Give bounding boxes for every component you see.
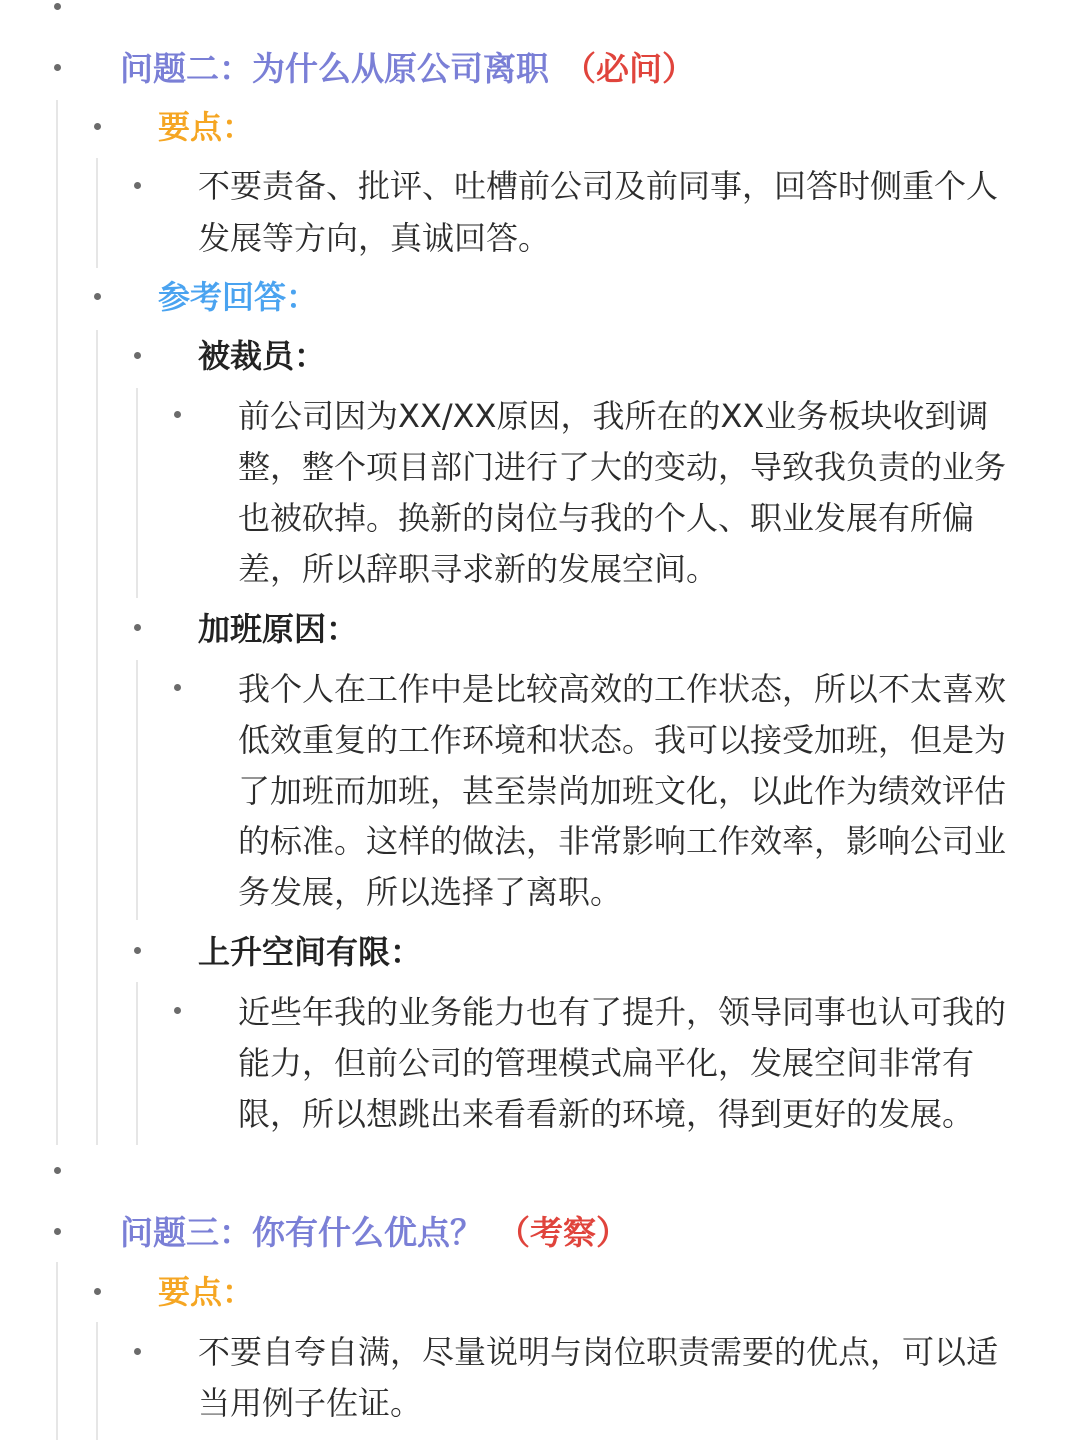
bullet bbox=[174, 1007, 181, 1014]
bullet bbox=[174, 684, 181, 691]
question-heading bbox=[120, 44, 695, 94]
answer-text: 限，所以想跳出来看看新的环境，得到更好的发展。 bbox=[238, 1095, 975, 1133]
indent-guide-level3 bbox=[136, 660, 138, 920]
reference-answer-label: 参考回答： bbox=[158, 278, 319, 316]
indent-guide-level3 bbox=[136, 982, 138, 1145]
answer-text: 我个人在工作中是比较高效的工作状态，所以不太喜欢 bbox=[238, 670, 1007, 708]
answer-label: 上升空间有限： bbox=[198, 933, 423, 971]
indent-guide-level1 bbox=[56, 1262, 58, 1440]
answer-text: 务发展，所以选择了离职。 bbox=[238, 873, 623, 911]
key-points-text: 不要责备、批评、吐槽前公司及前同事，回答时侧重个人 bbox=[198, 167, 999, 205]
answer-label: 加班原因： bbox=[198, 610, 359, 648]
indent-guide-level2 bbox=[96, 158, 98, 268]
answer-label: 被裁员： bbox=[198, 337, 327, 375]
bullet bbox=[94, 123, 101, 130]
bullet bbox=[54, 3, 61, 10]
bullet bbox=[94, 293, 101, 300]
answer-text: 能力，但前公司的管理模式扁平化，发展空间非常有 bbox=[238, 1044, 975, 1082]
question-title: 问题二：为什么从原公司离职 bbox=[120, 49, 549, 88]
key-points-text: 发展等方向，真诚回答。 bbox=[198, 219, 551, 257]
answer-text: 整，整个项目部门进行了大的变动，导致我负责的业务 bbox=[238, 448, 1007, 486]
indent-guide-level2 bbox=[96, 330, 98, 1145]
indent-guide-level1 bbox=[56, 100, 58, 1145]
indent-guide-level2 bbox=[96, 1322, 98, 1440]
question-heading bbox=[120, 1208, 629, 1258]
answer-text: 低效重复的工作环境和状态。我可以接受加班，但是为 bbox=[238, 721, 1007, 759]
key-points-text: 当用例子佐证。 bbox=[198, 1384, 423, 1422]
key-points-label: 要点： bbox=[158, 1273, 255, 1311]
answer-text: 了加班而加班，甚至崇尚加班文化，以此作为绩效评估 bbox=[238, 772, 1007, 810]
question-title: 问题三：你有什么优点？ bbox=[120, 1213, 483, 1252]
answer-text: 差，所以辞职寻求新的发展空间。 bbox=[238, 550, 719, 588]
bullet bbox=[134, 182, 141, 189]
bullet bbox=[54, 1167, 61, 1174]
answer-text: 前公司因为XX/XX原因，我所在的XX业务板块收到调 bbox=[238, 397, 989, 435]
question-tag: （必问） bbox=[563, 49, 695, 88]
bullet bbox=[174, 411, 181, 418]
bullet bbox=[134, 624, 141, 631]
answer-text: 的标准。这样的做法，非常影响工作效率，影响公司业 bbox=[238, 822, 1007, 860]
indent-guide-level3 bbox=[136, 388, 138, 598]
bullet bbox=[54, 1228, 61, 1235]
bullet bbox=[134, 352, 141, 359]
bullet bbox=[94, 1288, 101, 1295]
key-points-text: 不要自夸自满，尽量说明与岗位职责需要的优点，可以适 bbox=[198, 1333, 999, 1371]
answer-text: 也被砍掉。换新的岗位与我的个人、职业发展有所偏 bbox=[238, 499, 975, 537]
bullet bbox=[54, 64, 61, 71]
bullet bbox=[134, 947, 141, 954]
key-points-label: 要点： bbox=[158, 108, 255, 146]
answer-text: 近些年我的业务能力也有了提升，领导同事也认可我的 bbox=[238, 993, 1007, 1031]
question-tag: （考察） bbox=[497, 1213, 629, 1252]
bullet bbox=[134, 1348, 141, 1355]
